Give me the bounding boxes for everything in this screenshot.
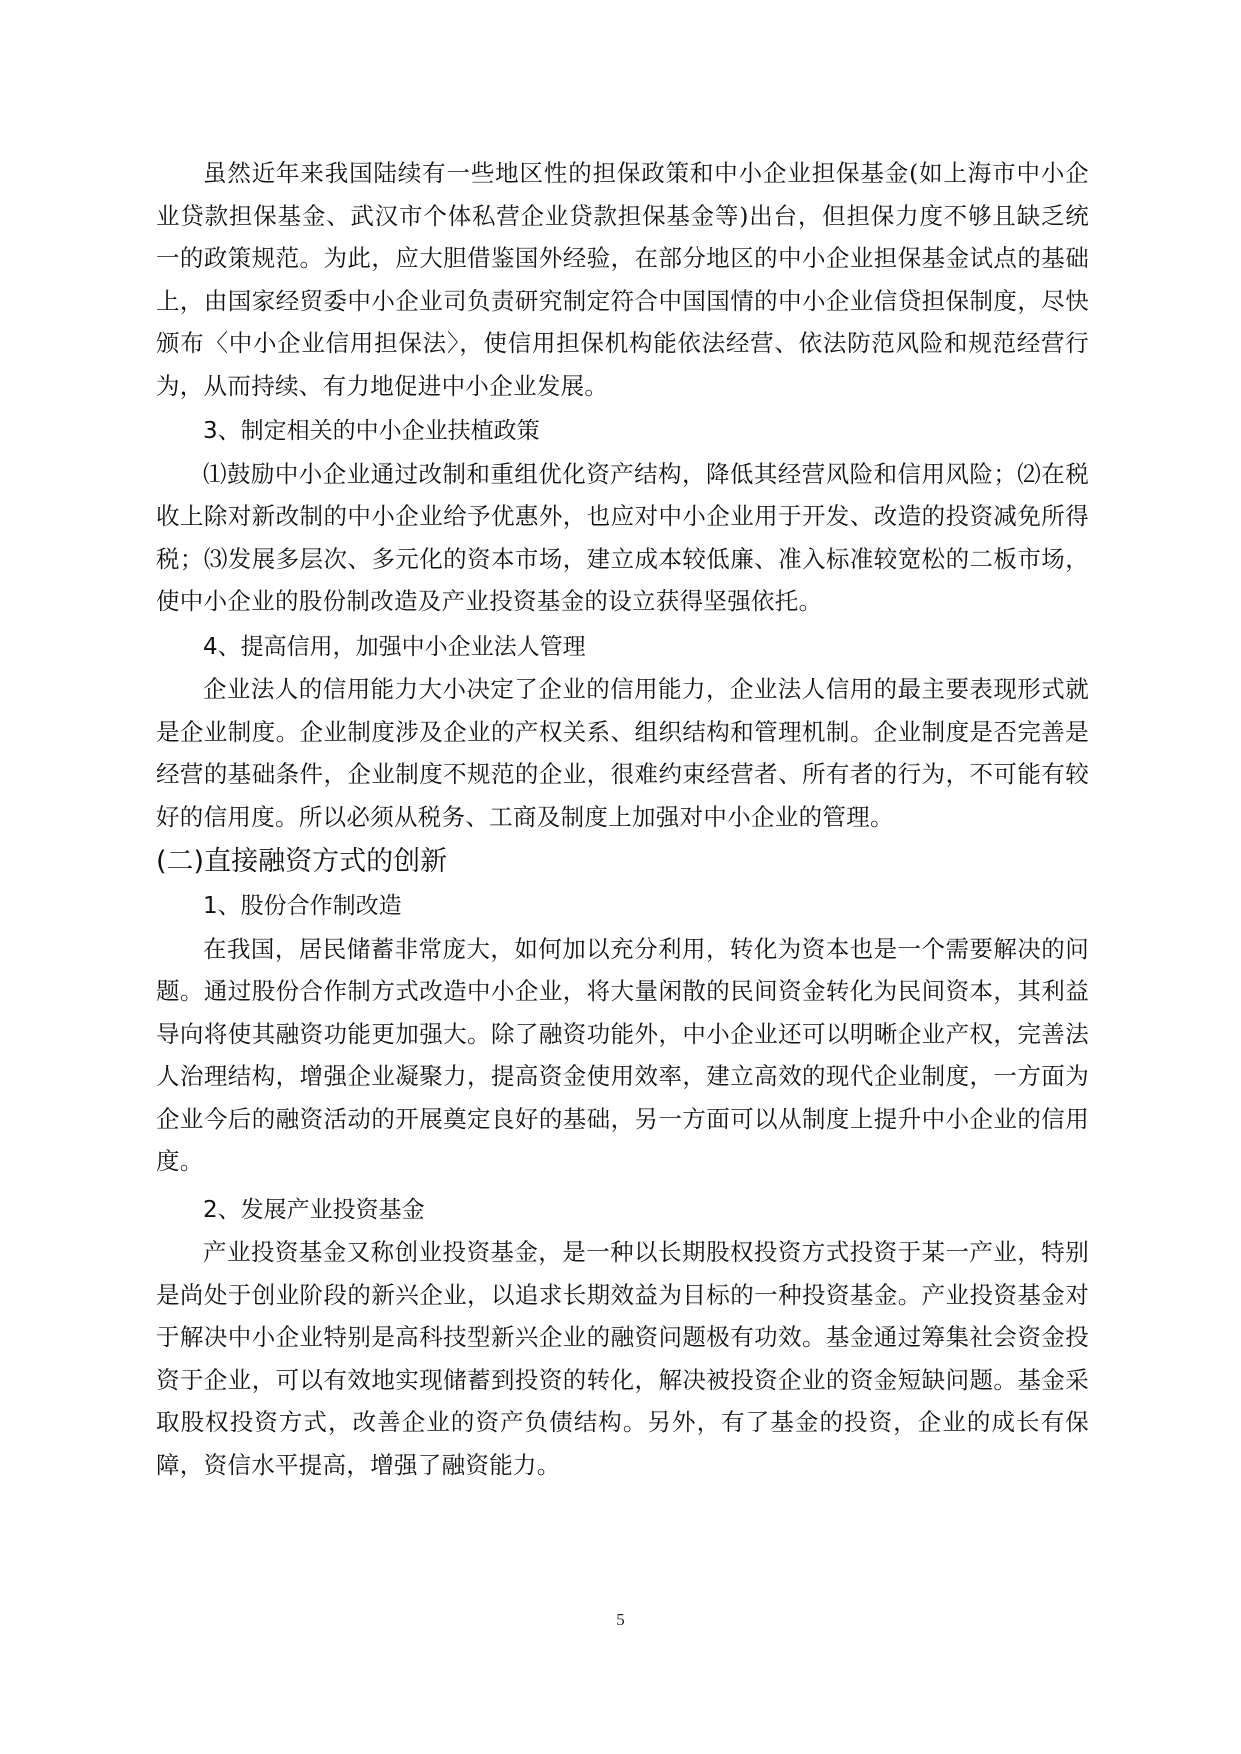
heading-industry-fund: 2、发展产业投资基金 <box>203 1196 425 1223</box>
heading-support-policy: 3、制定相关的中小企业扶植政策 <box>203 418 540 444</box>
paragraph-corporate-credit: 企业法人的信用能力大小决定了企业的信用能力，企业法人信用的最主要表现形式就是企业制度。企业制度涉及企业的产权关系、组织结构和管理机制。企业制度是否完善是经营的基础条件，企业制度不规范的企业，很难约束经营者、所有者的行为，不可能有较好的信用度。所以必须从税务、工商及制度上加强对中小企业的管理。 <box>156 675 1089 831</box>
paragraph-guarantee-policy: 虽然近年来我国陆续有一些地区性的担保政策和中小企业担保基金(如上海市中小企业贷款担保基金、武汉市个体私营企业贷款担保基金等)出台，但担保力度不够且缺乏统一的政策规范。为此，应大胆借鉴国外经验，在部分地区的中小企业担保基金试点的基础上，由国家经贸委中小企业司负责研究制定符合中国国情的中小企业信贷担保制度，尽快颁布〈中小企业信用担保法〉，使信用担保机构能依法经营、依法防范风险和规范经营行为，从而持续、有力地促进中小企业发展。 <box>156 159 1089 400</box>
heading-joint-stock-reform: 1、股份合作制改造 <box>203 893 402 919</box>
page-number: 5 <box>616 1610 625 1629</box>
section-heading-direct-financing: (二)直接融资方式的创新 <box>156 846 448 877</box>
paragraph-industry-fund: 产业投资基金又称创业投资基金，是一种以长期股权投资方式投资于某一产业，特别是尚处于创业阶段的新兴企业，以追求长期效益为目标的一种投资基金。产业投资基金对于解决中小企业特别是高科技型新兴企业的融资问题极有功效。基金通过筹集社会资金投资于企业，可以有效地实现储蓄到投资的转化，解决被投资企业的资金短缺问题。基金采取股权投资方式，改善企业的资产负债结构。另外，有了基金的投资，企业的成长有保障，资信水平提高，增强了融资能力。 <box>156 1238 1089 1479</box>
document-body <box>156 152 1089 1486</box>
paragraph-joint-stock-reform: 在我国，居民储蓄非常庞大，如何加以充分利用，转化为资本也是一个需要解决的问题。通过股份合作制方式改造中小企业，将大量闲散的民间资金转化为民间资本，其利益导向将使其融资功能更加强大。除了融资功能外，中小企业还可以明晰企业产权，完善法人治理结构，增强企业凝聚力，提高资金使用效率，建立高效的现代企业制度，一方面为企业今后的融资活动的开展奠定良好的基础，另一方面可以从制度上提升中小企业的信用度。 <box>156 934 1089 1175</box>
paragraph-support-measures: ⑴鼓励中小企业通过改制和重组优化资产结构，降低其经营风险和信用风险；⑵在税收上除对新改制的中小企业给予优惠外，也应对中小企业用于开发、改造的投资减免所得税；⑶发展多层次、多元化的资本市场，建立成本较低廉、准入标准较宽松的二板市场，使中小企业的股份制改造及产业投资基金的设立获得坚强依托。 <box>156 459 1089 615</box>
heading-credit-management: 4、提高信用，加强中小企业法人管理 <box>203 633 586 660</box>
